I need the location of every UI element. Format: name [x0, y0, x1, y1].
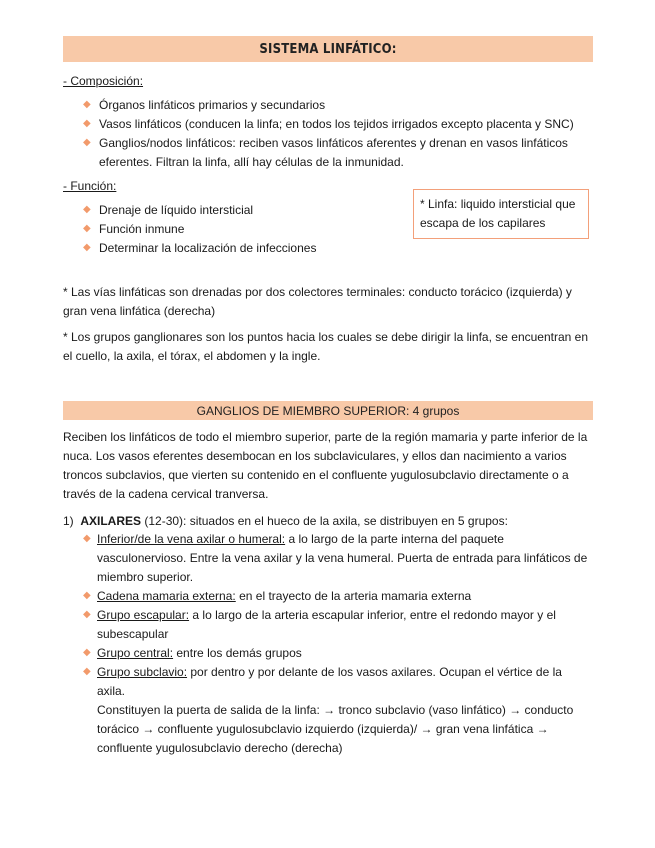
diamond-bullet-icon: ◆: [83, 242, 91, 253]
list-item: ◆ Inferior/de la vena axilar o humeral: a lo largo de la parte interna del paquete vasculonervioso. Entre la vena axilar y la vena humeral. Puerta de entrada para linfáticos de miembro superior.: [83, 532, 588, 584]
list-item: ◆ Grupo escapular: a lo largo de la arteria escapular inferior, entre el redondo mayor y el subescapular: [83, 608, 556, 641]
page-title: SISTEMA LINFÁTICO:: [63, 36, 593, 62]
list-item: ◆ Función inmune: [83, 222, 185, 236]
list-item: ◆ Ganglios/nodos linfáticos: reciben vasos linfáticos aferentes y drenan en vasos linfáticos eferentes. Filtran la linfa, allí hay células de la inmunidad.: [83, 136, 568, 169]
axilares-heading: 1) AXILARES (12-30): situados en el hueco de la axila, se distribuyen en 5 grupos:: [63, 514, 508, 528]
diamond-bullet-icon: ◆: [83, 533, 91, 544]
composicion-list: [63, 96, 593, 172]
list-item: ◆ Grupo central: entre los demás grupos: [83, 646, 302, 660]
diamond-bullet-icon: ◆: [83, 204, 91, 215]
list-item: ◆ Órganos linfáticos primarios y secundarios: [83, 98, 326, 112]
section-intro: Reciben los linfáticos de todo el miembro superior, parte de la región mamaria y parte inferior de la nuca. Los vasos eferentes desembocan en los subclaviculares, y ellos dan nacimiento a varios troncos subclavios, que vierten su contenido en el confluente yugulosubclavio directamente o a través de la cadena cervical tranversa.: [63, 430, 588, 501]
axilares-groups: [63, 530, 593, 701]
linfa-note-box: * Linfa: liquido intersticial que escapa de los capilares: [413, 189, 589, 239]
list-item: ◆ Grupo subclavio: por dentro y por delante de los vasos axilares. Ocupan el vértice de la axila.: [83, 665, 562, 698]
section-title: GANGLIOS DE MIEMBRO SUPERIOR: 4 grupos: [63, 401, 593, 420]
diamond-bullet-icon: ◆: [83, 118, 91, 129]
axilares-item: [63, 512, 593, 758]
list-item: ◆ Drenaje de líquido intersticial: [83, 203, 254, 217]
diamond-bullet-icon: ◆: [83, 223, 91, 234]
diamond-bullet-icon: ◆: [83, 137, 91, 148]
diamond-bullet-icon: ◆: [83, 99, 91, 110]
note-paragraph: * Las vías linfáticas son drenadas por dos colectores terminales: conducto torácico (izquierda) y gran vena linfática (derecha): [63, 285, 572, 318]
list-item: ◆ Vasos linfáticos (conducen la linfa; en todos los tejidos irrigados excepto placenta y SNC): [83, 117, 574, 131]
list-item: ◆ Determinar la localización de infecciones: [83, 241, 317, 255]
diamond-bullet-icon: ◆: [83, 666, 91, 677]
diamond-bullet-icon: ◆: [83, 590, 91, 601]
composicion-heading: - Composición:: [63, 74, 144, 88]
diamond-bullet-icon: ◆: [83, 647, 91, 658]
axilares-continuation: Constituyen la puerta de salida de la linfa: → tronco subclavio (vaso linfático) → conducto torácico → confluente yugulosubclavio izquierdo (izquierda)/ → gran vena linfática → confluente yugulosubclavio derecho (derecha): [97, 703, 574, 755]
document-page: [63, 36, 593, 758]
funcion-row: [63, 197, 593, 258]
funcion-heading: - Función:: [63, 179, 117, 193]
list-item: ◆ Cadena mamaria externa: en el trayecto de la arteria mamaria externa: [83, 589, 472, 603]
note-paragraph: * Los grupos ganglionares son los puntos hacia los cuales se debe dirigir la linfa, se encuentran en el cuello, la axila, el tórax, el abdomen y la ingle.: [63, 330, 588, 363]
diamond-bullet-icon: ◆: [83, 609, 91, 620]
